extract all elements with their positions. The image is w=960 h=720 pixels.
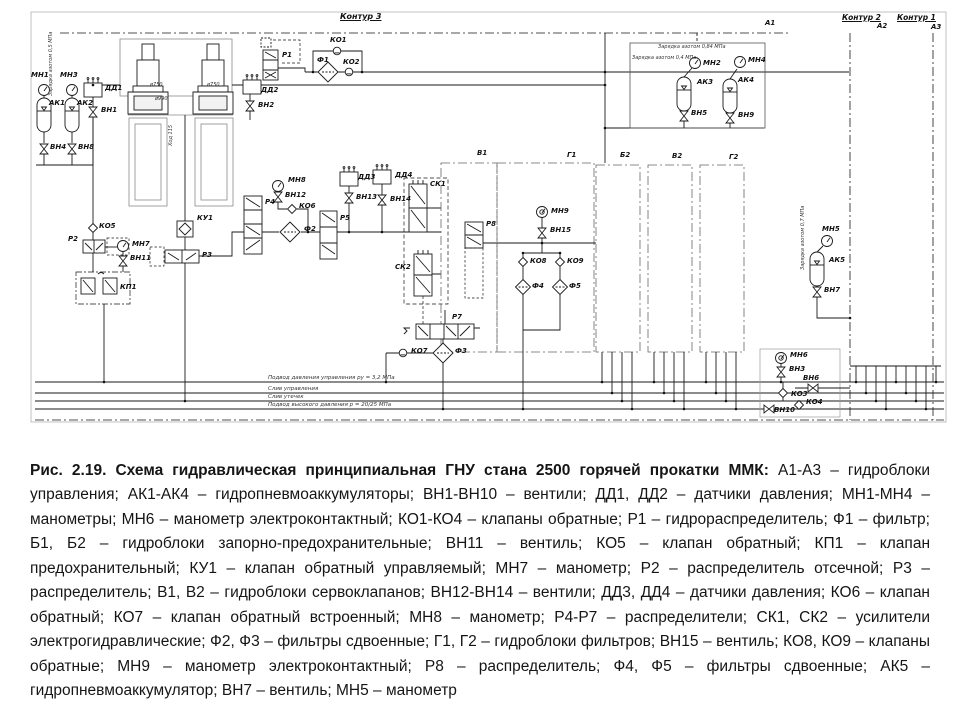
- component-label-слив-управления: Слив управления: [268, 386, 319, 392]
- component-label-вн10: ВН10: [774, 406, 795, 414]
- component-label-ко1: КО1: [330, 36, 347, 44]
- component-label-мн3: МН3: [60, 71, 78, 79]
- component-label-вн9: ВН9: [738, 111, 755, 119]
- component-label-дд3: ДД3: [358, 173, 376, 181]
- component-label-ак1: АК1: [49, 99, 66, 107]
- figure-caption-number: Рис. 2.19. Схема гидравлическая принципиальная ГНУ стана 2500 горячей прокатки ММК:: [30, 461, 769, 479]
- component-label-дд4: ДД4: [395, 171, 413, 179]
- component-label-мн6: МН6: [790, 351, 808, 359]
- component-label-г2: Г2: [729, 153, 739, 161]
- component-label-ак3: АК3: [697, 78, 714, 86]
- component-label-ход-115: Ход 115: [168, 124, 174, 146]
- component-label-вн15: ВН15: [550, 226, 571, 234]
- component-label-а1: А1: [765, 19, 776, 27]
- component-label-ак2: АК2: [77, 99, 94, 107]
- component-label-ф2: Ф2: [304, 225, 316, 233]
- component-label-вн6: ВН6: [803, 374, 820, 382]
- component-label-слив-утечек: Слив утечек: [268, 394, 304, 400]
- component-label-ко4: КО4: [806, 398, 823, 406]
- component-label-р2: Р2: [68, 235, 79, 243]
- component-label-р7: Р7: [452, 313, 463, 321]
- component-label-ф5: Ф5: [569, 282, 581, 290]
- component-label-мн2: МН2: [703, 59, 721, 67]
- component-label-г1: Г1: [567, 151, 577, 159]
- component-label-ку1: КУ1: [197, 214, 213, 222]
- component-label-вн7: ВН7: [824, 286, 841, 294]
- component-label-зарядка-азотом-0,4-мпа: Зарядка азотом 0,4 МПа: [632, 55, 697, 61]
- component-label-зарядка-азотом-0,5-мпа: Зарядка азотом 0,5 МПа: [48, 31, 54, 96]
- component-label-ø750: ø750: [207, 82, 220, 88]
- figure-caption-legend: А1-А3 – гидроблоки управления; АК1-АК4 – гидропневмоаккумуляторы; ВН1-ВН10 – вентили; ДД1, ДД2 – датчики давления; МН1-МН4 – манометры; МН6 – манометр электроконтактный; КО1-КО4 – клапаны обратные; Р1 – гидрораспределитель; Ф1 – фильтр; Б1, Б2 – гидроблоки запорно-предохранительные; ВН11 – вентиль; КО5 – клапан обратный; КП1 – клапан предохранительный; КУ1 – клапан обратный управляемый; МН7 – манометр; Р2 – распределитель отсечной; Р3 – распределитель; В1, В2 – гидроблоки сервоклапанов; ВН12-ВН14 – вентили; ДД3, ДД4 – датчики давления; КО6 – клапан обратный; КО7 – клапан обратный встроенный; МН8 – манометр; Р4-Р7 – распределители; СК1, СК2 – усилители электрогидравлические; Ф2, Ф3 – фильтры сдвоенные; Г1, Г2 – гидроблоки фильтров; ВН15 – вентиль; КО8, КО9 – клапаны обратные; МН9 – манометр электроконтактный; Р8 – распределитель; Ф4, Ф5 – фильтры сдвоенные; АК5 – гидропневмоаккумулятор; ВН7 – вентиль; МН5 – манометр: [30, 461, 930, 699]
- component-label-мн8: МН8: [288, 176, 306, 184]
- component-label-контур-3: Контур 3: [340, 12, 382, 21]
- component-label-вн2: ВН2: [258, 101, 275, 109]
- component-label-вн3: ВН3: [789, 365, 806, 373]
- component-label-контур-1: Контур 1: [897, 13, 936, 22]
- component-label-ф4: Ф4: [532, 282, 544, 290]
- component-label-ко8: КО8: [530, 257, 547, 265]
- component-label-дд1: ДД1: [105, 84, 123, 92]
- component-label-в1: В1: [477, 149, 488, 157]
- component-label-ск1: СК1: [430, 180, 446, 188]
- component-label-ко6: КО6: [299, 202, 316, 210]
- component-label-а3: А3: [931, 23, 942, 31]
- component-label-ак4: АК4: [738, 76, 755, 84]
- component-label-ск2: СК2: [395, 263, 411, 271]
- component-label-вн1: ВН1: [101, 106, 118, 114]
- component-label-ø990: ø990: [155, 96, 168, 102]
- component-label-ко3: КО3: [791, 390, 808, 398]
- component-label-зарядка-азотом-0,84-мпа: Зарядка азотом 0,84 МПа: [658, 44, 726, 50]
- component-label-вн12: ВН12: [285, 191, 306, 199]
- component-label-мн1: МН1: [31, 71, 49, 79]
- component-label-ф3: Ф3: [455, 347, 467, 355]
- component-label-вн5: ВН5: [691, 109, 708, 117]
- component-label-мн5: МН5: [822, 225, 840, 233]
- component-label-вн11: ВН11: [130, 254, 151, 262]
- component-label-вн8: ВН8: [78, 143, 95, 151]
- component-label-р1: Р1: [282, 51, 293, 59]
- component-label-в2: В2: [672, 152, 683, 160]
- component-label-вн14: ВН14: [390, 195, 411, 203]
- component-label-ко5: КО5: [99, 222, 116, 230]
- component-label-подвод-давления-управления-ру-=-3,2-мпа: Подвод давления управления ру = 3,2 МПа: [268, 375, 395, 381]
- component-label-кп1: КП1: [120, 283, 137, 291]
- component-label-р8: Р8: [486, 220, 497, 228]
- component-label-ко7: КО7: [411, 347, 428, 355]
- component-label-вн4: ВН4: [50, 143, 67, 151]
- figure-caption: [30, 459, 930, 704]
- component-label-мн9: МН9: [551, 207, 569, 215]
- component-label-ф1: Ф1: [317, 56, 329, 64]
- component-label-дд2: ДД2: [261, 86, 279, 94]
- component-label-ко2: КО2: [343, 58, 360, 66]
- component-label-мн7: МН7: [132, 240, 150, 248]
- component-label-ø750: ø750: [150, 82, 163, 88]
- component-label-р4: Р4: [265, 198, 276, 206]
- component-label-контур-2: Контур 2: [842, 13, 881, 22]
- component-label-а2: А2: [877, 22, 888, 30]
- component-label-р3: Р3: [202, 251, 213, 259]
- component-label-б2: Б2: [620, 151, 631, 159]
- component-label-ак5: АК5: [829, 256, 846, 264]
- component-label-зарядка-азотом-0,7-мпа: Зарядка азотом 0,7 МПа: [800, 205, 806, 270]
- component-label-р5: Р5: [340, 214, 351, 222]
- component-label-ко9: КО9: [567, 257, 584, 265]
- component-label-мн4: МН4: [748, 56, 766, 64]
- component-label-подвод-высокого-давления-р-=-20/25-мпа: Подвод высокого давления р = 20/25 МПа: [268, 402, 392, 408]
- component-label-вн13: ВН13: [356, 193, 377, 201]
